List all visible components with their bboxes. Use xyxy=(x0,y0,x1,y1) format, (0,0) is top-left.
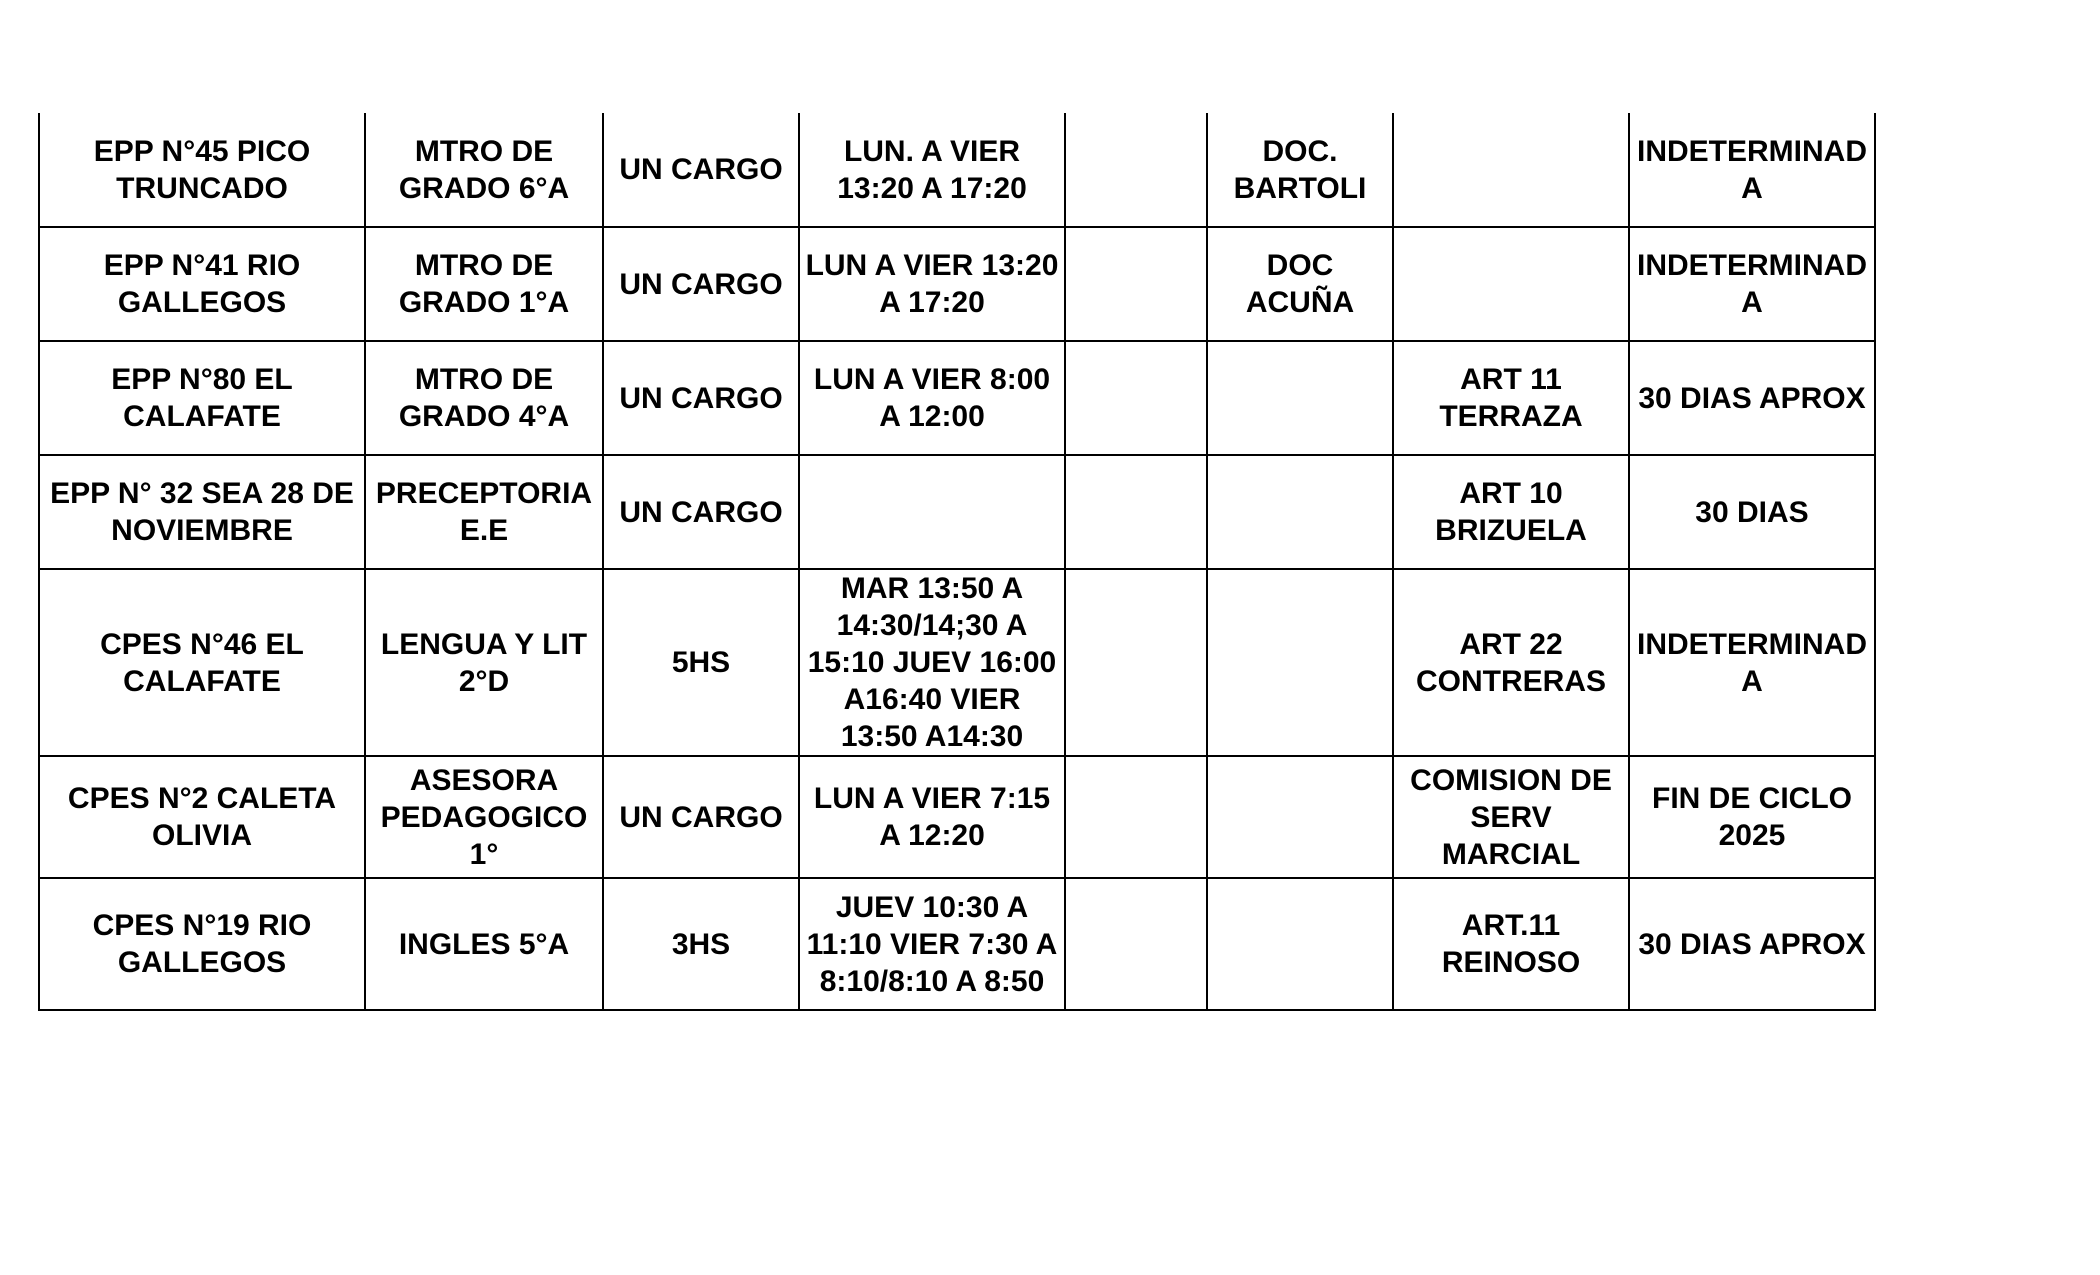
duration-cell: 30 DIAS APROX xyxy=(1629,878,1875,1010)
load-cell: 5HS xyxy=(603,569,799,756)
load-cell: UN CARGO xyxy=(603,113,799,227)
suplencias-table xyxy=(38,113,1876,1011)
reason-cell: ART 22 CONTRERAS xyxy=(1393,569,1629,756)
duration-cell: INDETERMINAD A xyxy=(1629,113,1875,227)
load-cell: UN CARGO xyxy=(603,227,799,341)
reason-cell: ART 11 TERRAZA xyxy=(1393,341,1629,455)
teacher-cell xyxy=(1207,341,1393,455)
table-body xyxy=(39,113,1875,1010)
empty-cell xyxy=(1065,113,1207,227)
school-cell: CPES N°19 RIO GALLEGOS xyxy=(39,878,365,1010)
teacher-cell xyxy=(1207,569,1393,756)
duration-cell: FIN DE CICLO 2025 xyxy=(1629,756,1875,878)
empty-cell xyxy=(1065,227,1207,341)
teacher-cell xyxy=(1207,756,1393,878)
table-row xyxy=(39,113,1875,227)
load-cell: UN CARGO xyxy=(603,341,799,455)
empty-cell xyxy=(1065,878,1207,1010)
position-cell: MTRO DE GRADO 1°A xyxy=(365,227,603,341)
schedule-cell: MAR 13:50 A 14:30/14;30 A 15:10 JUEV 16:00 A16:40 VIER 13:50 A14:30 xyxy=(799,569,1065,756)
schedule-cell: JUEV 10:30 A 11:10 VIER 7:30 A 8:10/8:10 A 8:50 xyxy=(799,878,1065,1010)
school-cell: EPP N°41 RIO GALLEGOS xyxy=(39,227,365,341)
schedule-cell: LUN A VIER 13:20 A 17:20 xyxy=(799,227,1065,341)
empty-cell xyxy=(1065,341,1207,455)
position-cell: MTRO DE GRADO 4°A xyxy=(365,341,603,455)
table-row xyxy=(39,756,1875,878)
empty-cell xyxy=(1065,756,1207,878)
schedule-cell: LUN A VIER 8:00 A 12:00 xyxy=(799,341,1065,455)
school-cell: CPES N°46 EL CALAFATE xyxy=(39,569,365,756)
reason-cell xyxy=(1393,227,1629,341)
school-cell: CPES N°2 CALETA OLIVIA xyxy=(39,756,365,878)
teacher-cell xyxy=(1207,455,1393,569)
school-cell: EPP N°45 PICO TRUNCADO xyxy=(39,113,365,227)
reason-cell: COMISION DE SERV MARCIAL xyxy=(1393,756,1629,878)
position-cell: ASESORA PEDAGOGICO 1° xyxy=(365,756,603,878)
teacher-cell: DOC. BARTOLI xyxy=(1207,113,1393,227)
school-cell: EPP N° 32 SEA 28 DE NOVIEMBRE xyxy=(39,455,365,569)
table-row xyxy=(39,341,1875,455)
table-row xyxy=(39,227,1875,341)
duration-cell: INDETERMINAD A xyxy=(1629,569,1875,756)
position-cell: MTRO DE GRADO 6°A xyxy=(365,113,603,227)
table-row xyxy=(39,569,1875,756)
duration-cell: 30 DIAS xyxy=(1629,455,1875,569)
schedule-cell xyxy=(799,455,1065,569)
teacher-cell xyxy=(1207,878,1393,1010)
reason-cell: ART.11 REINOSO xyxy=(1393,878,1629,1010)
table-row xyxy=(39,455,1875,569)
teacher-cell: DOC ACUÑA xyxy=(1207,227,1393,341)
schedule-cell: LUN. A VIER 13:20 A 17:20 xyxy=(799,113,1065,227)
position-cell: INGLES 5°A xyxy=(365,878,603,1010)
empty-cell xyxy=(1065,569,1207,756)
reason-cell xyxy=(1393,113,1629,227)
load-cell: UN CARGO xyxy=(603,756,799,878)
empty-cell xyxy=(1065,455,1207,569)
table-row xyxy=(39,878,1875,1010)
load-cell: 3HS xyxy=(603,878,799,1010)
school-cell: EPP N°80 EL CALAFATE xyxy=(39,341,365,455)
duration-cell: INDETERMINAD A xyxy=(1629,227,1875,341)
schedule-cell: LUN A VIER 7:15 A 12:20 xyxy=(799,756,1065,878)
position-cell: LENGUA Y LIT 2°D xyxy=(365,569,603,756)
position-cell: PRECEPTORIA E.E xyxy=(365,455,603,569)
duration-cell: 30 DIAS APROX xyxy=(1629,341,1875,455)
reason-cell: ART 10 BRIZUELA xyxy=(1393,455,1629,569)
load-cell: UN CARGO xyxy=(603,455,799,569)
